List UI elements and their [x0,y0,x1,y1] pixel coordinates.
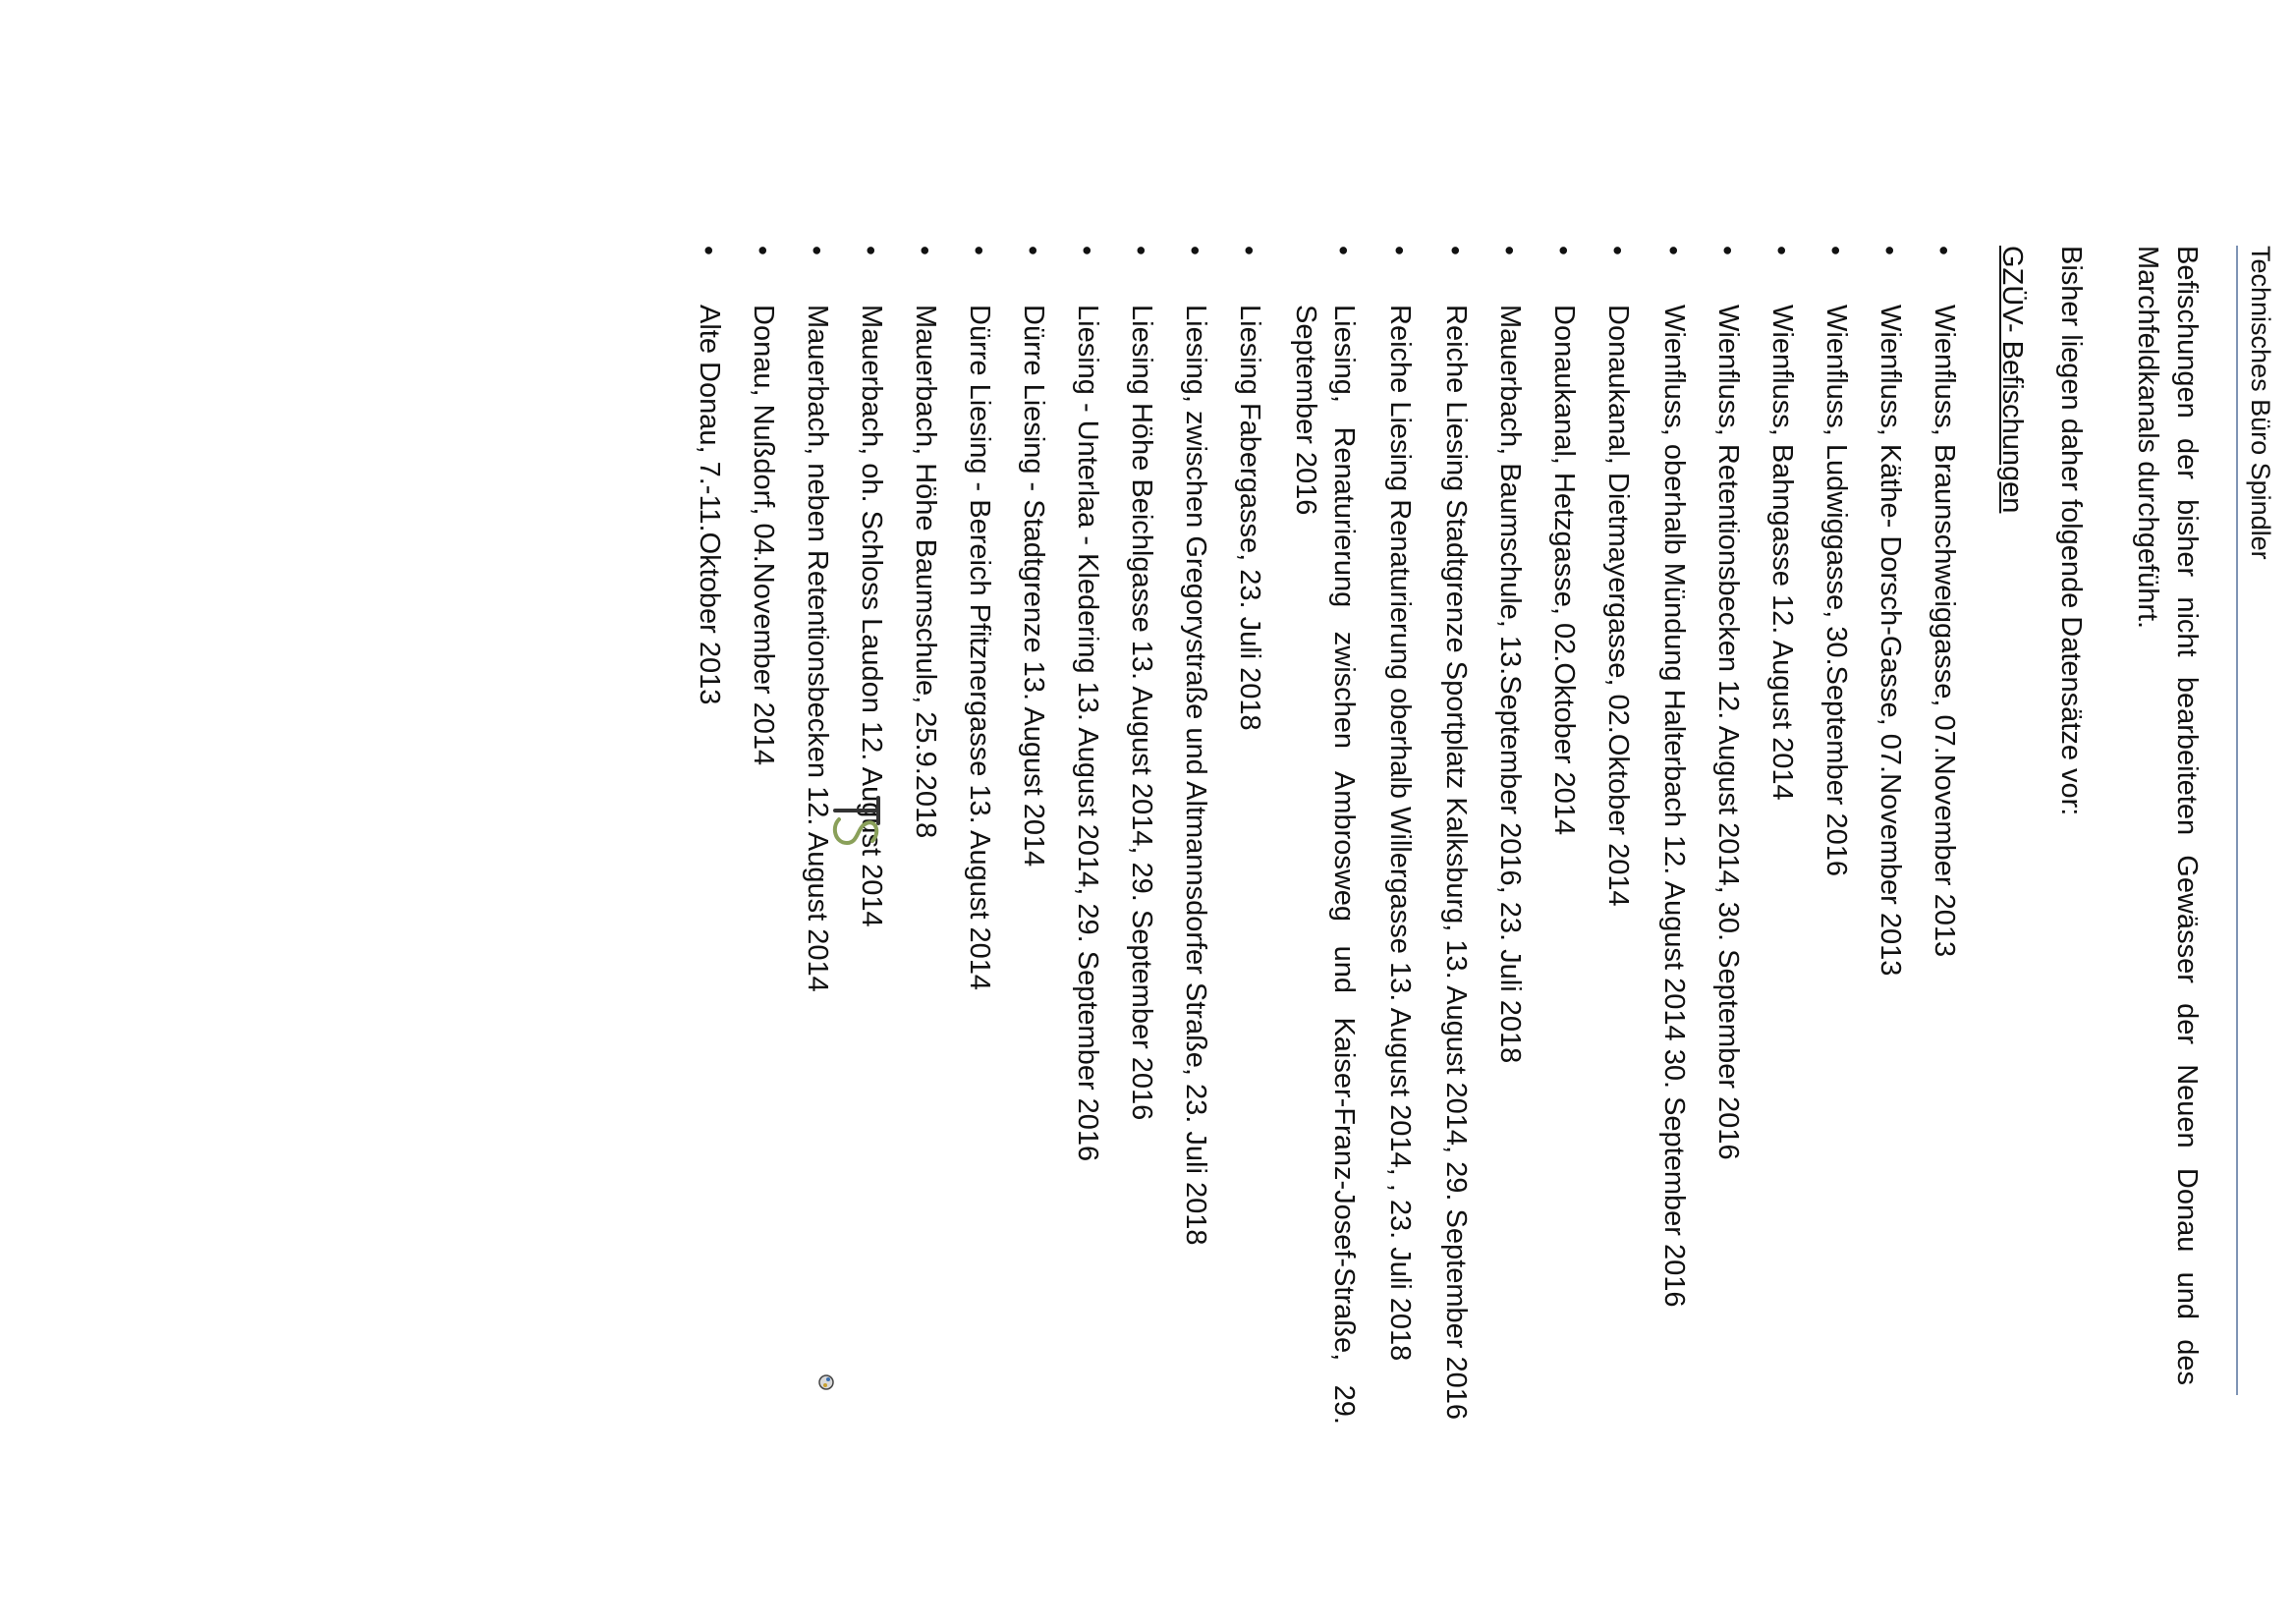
list-item: • Reiche Liesing Renaturierung oberhalb Willergasse 13. August 2014, , 23. Juli 2018 [1380,246,1419,1425]
list-item: • Dürre Liesing - Stadtgrenze 13. August 2014 [1014,246,1052,1425]
list-item: • Wienfluss, Käthe- Dorsch-Gasse, 07.November 2013 [1871,246,1909,1425]
section-heading: GZÜV- Befischungen [1996,246,2028,514]
list-item: • Wienfluss, Braunschweiggasse, 07.November 2013 [1925,246,1963,1425]
list-item: • Liesing Höhe Beichlgasse 13. August 2014, 29. September 2016 [1122,246,1160,1425]
list-item: • Wienfluss, oberhalb Mündung Halterbach 12. August 2014 30. September 2016 [1654,246,1693,1425]
list-item: • Reiche Liesing Stadtgrenze Sportplatz Kalksburg, 13. August 2014, 29. September 2016 [1436,246,1475,1425]
list-item: • Alte Donau, 7.-11.Oktober 2013 [690,246,728,1425]
list-item: • Mauerbach, oh. Schloss Laudon 12. August 2014 [852,246,890,1425]
list-item: • Liesing, Renaturierung zwischen Ambrosweg und Kaiser-Franz-Josef-Straße, 29. September 2016 [1286,246,1363,1425]
intro-paragraph: Befischungen der bisher nicht bearbeiteten Gewässer der Neuen Donau und des Marchfeldkanals durchgeführt. [2132,246,2203,1385]
list-item: • Donaukanal, Hetzgasse, 02.Oktober 2014 [1544,246,1583,1425]
list-item: • Liesing Fabergasse, 23. Juli 2018 [1230,246,1268,1425]
list-item: • Liesing, zwischen Gregorystraße und Altmannsdorfer Straße, 23. Juli 2018 [1176,246,1214,1425]
list-item: • Mauerbach, Höhe Baumschule, 25.9.2018 [906,246,944,1425]
list-item: • Donaukanal, Dietmayergasse, 02.Oktober 2014 [1598,246,1637,1425]
list-item: • Mauerbach, Baumschule, 13.September 2016, 23. Juli 2018 [1490,246,1529,1425]
list-item: • Liesing - Unterlaa - Kledering 13. August 2014, 29. September 2016 [1068,246,1106,1425]
list-item: • Wienfluss, Ludwiggasse, 30.September 2016 [1817,246,1855,1425]
datasets-intro: Bisher liegen daher folgende Datensätze vor: [2055,246,2087,816]
list-item: • Mauerbach, neben Retentionsbecken 12. August 2014 [798,246,836,1425]
company-logo-icon [827,794,884,849]
list-item: • Wienfluss, Bahngasse 12. August 2014 [1763,246,1801,1425]
list-item: • Dürre Liesing - Bereich Pfitznergasse 13. August 2014 [960,246,998,1425]
list-item: • Wienfluss, Retentionsbecken 12. August 2014, 30. September 2016 [1708,246,1747,1425]
small-stamp-icon [817,1373,835,1391]
list-item: • Donau, Nußdorf, 04.November 2014 [744,246,782,1425]
page-header: Technisches Büro Spindler [2236,246,2275,1395]
